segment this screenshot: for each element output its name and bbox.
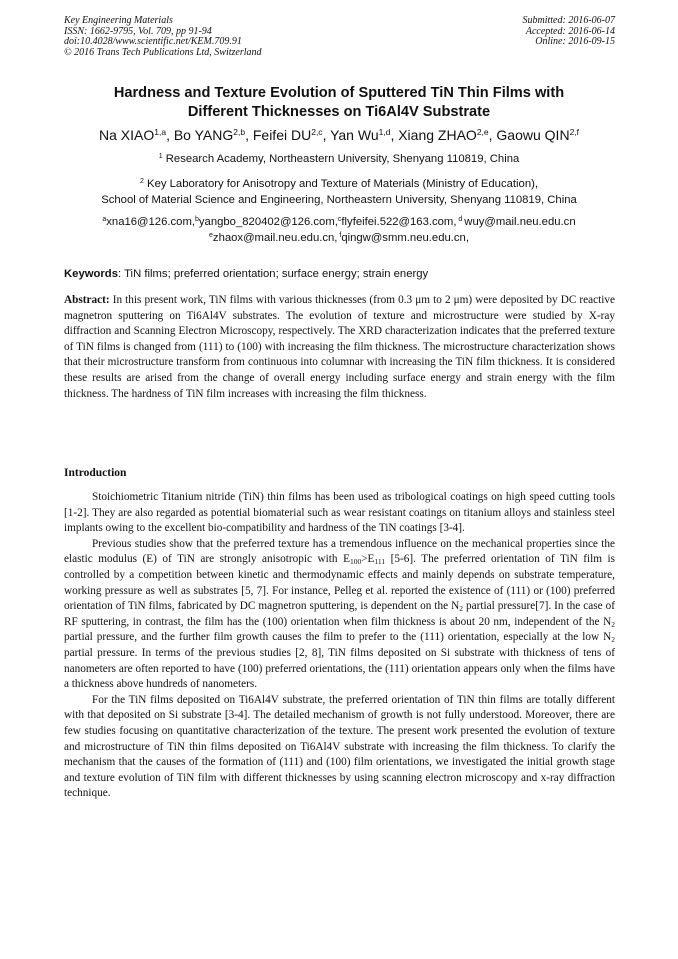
copyright-line: © 2016 Trans Tech Publications Ltd, Switzerland [64,46,262,58]
keywords-text: : TiN films; preferred orientation; surface energy; strain energy [118,268,429,280]
author: Na XIAO$^{1,a}$, [98,127,174,143]
email-e[interactable]: zhaox@mail.neu.edu.cn, [212,232,338,244]
doi-line: doi:10.4028/www.scientific.net/KEM.709.91 [64,36,242,48]
abstract-text: In this present work, TiN films with various thicknesses (from 0.3 μm to 2 μm) were deposited by DC reactive magnetron sputtering on Ti6Al4V substrates. The evolution of texture and microstructure were studied by X-ray diffraction and Scanning Electron Microscopy, respectively. The XRD characterization indicates that the preferred texture of TiN films is changed from (111) to (100) with increasing the film thickness. The microstructure characterization shows that their microstructure transform from continuous into columnar with increasing the TiN film thickness. It is considered these results are arised from the change of overall energy including surface energy and strain energy with the film thickness. The hardness of TiN film increases with increasing the film thickness. [64,294,615,400]
author: Gaowu QIN$^{2,f}$ [496,127,580,143]
author: Yan Wu$^{1,d}$, [330,127,399,143]
journal-name: Key Engineering Materials [64,15,173,26]
submitted-date: Submitted: 2016-06-07 [522,15,615,26]
author-list [20,126,658,144]
title-line-1: Hardness and Texture Evolution of Sputtered TiN Thin Films with [113,85,565,101]
keywords [64,266,624,282]
author-emails: $^a$xna16@126.com,$^b$yangbo_820402@126.com,$^c$flyfeifei.522@163.com, $^d$ wuy@mail.neu.edu.cn $^e$zhaox@mail.neu.edu.cn, $^f$qingw@smm.neu.edu.cn, [102,216,576,244]
accepted-date: Accepted: 2016-06-14 [525,25,615,37]
section-heading-introduction: Introduction [64,467,127,479]
email-a[interactable]: xna16@126.com, [106,216,195,228]
email-d[interactable]: wuy@mail.neu.edu.cn [464,216,576,228]
email-f[interactable]: qingw@smm.neu.edu.cn, [341,232,469,244]
affiliation-2: $^2$ Key Laboratory for Anisotropy and Texture of Materials (Ministry of Education), School of Material Science and Engineering, Northeastern University, Shenyang 110819, China [101,178,577,206]
paper-title [40,84,638,122]
author: Feifei DU$^{2,c}$, [252,127,331,143]
email-c[interactable]: flyfeifei.522@163.com, [341,216,457,228]
author: Xiang ZHAO$^{2,e}$, [398,127,497,143]
abstract-label: Abstract: [64,294,110,306]
title-line-2: Different Thicknesses on Ti6Al4V Substrate [187,104,491,120]
abstract [64,293,615,402]
author: Bo YANG$^{2,b}$, [173,127,253,143]
introduction-body [64,490,615,802]
paragraph: Previous studies show that the preferred texture has a tremendous influence on the mechanical properties since the elastic modulus (E) of TiN are strongly anisotropic with $E_{100}>E_{111}$ [5-6]. The preferred orientation of TiN film is controlled by a competition between kinetic and thermodynamic effects and mainly depends on substrate temperature, working pressure as well as substrates [5, 7]. For instance, Pelleg et al. reported the existence of (111) or (100) preferred orientation of TiN films, fabricated by DC magnetron sputtering, is dependent on the $N_2$ partial pressure[7]. In the case of RF sputtering, in contrast, the film has the (100) orientation when film thickness is about 20 nm, independent of the $N_2$ partial pressure, and the further film growth causes the film to prefer to the (111) orientation, especially at the low $N_2$ partial pressure. In terms of the previous studies [2, 8], TiN films deposited on Si substrate with thickness of tens of nanometers are often reported to have (100) preferred orientations, the (111) orientation appears only when the films have a thickness above hundreds of nanometers. [64,537,616,691]
journal-header [64,16,262,58]
keywords-label: Keywords [64,268,118,280]
paragraph: For the TiN films deposited on Ti6Al4V substrate, the preferred orientation of TiN thin films are totally different with that deposited on Si substrate [3-4]. The detailed mechanism of growth is not fully understood. Moreover, there are few studies focusing on quantitative characterization of the texture. The present work presented the evolution of texture and microstructure of TiN thin films deposited on Ti6Al4V substrate with increasing the film thickness. To clarify the mechanism that the causes of the formation of (111) and (100) film orientations, we investigated the initial growth stage and texture evolution of TiN film with different thicknesses by using scanning electron microscopy and x-ray diffraction technique. [64,693,615,800]
paragraph: Stoichiometric Titanium nitride (TiN) thin films has been used as tribological coatings on high speed cutting tools [1-2]. They are also regarded as potential biomaterial such as wear resistant coatings on titanium alloys and stainless steel implants owing to the excellent bio-compatibility and hardness of the TiN coatings [3-4]. [64,491,615,535]
dates-header [523,16,616,48]
issn-line: ISSN: 1662-9795, Vol. 709, pp 91-94 [64,25,212,37]
affiliation-1: $^1$ Research Academy, Northeastern University, Shenyang 110819, China [158,153,520,165]
online-date: Online: 2016-09-15 [535,36,615,48]
email-b[interactable]: yangbo_820402@126.com, [198,216,338,228]
